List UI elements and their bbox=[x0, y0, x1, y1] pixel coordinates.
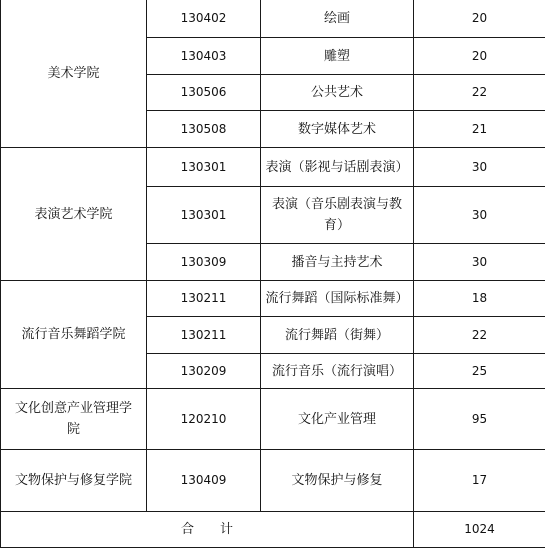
major-name-cell: 文物保护与修复 bbox=[261, 450, 414, 512]
college-cell: 文化创意产业管理学院 bbox=[1, 389, 147, 450]
enrollment-count-cell: 20 bbox=[414, 0, 545, 38]
enrollment-count-cell: 95 bbox=[414, 389, 545, 450]
major-code-cell: 130211 bbox=[147, 281, 261, 317]
major-name-cell: 绘画 bbox=[261, 0, 414, 38]
major-name-cell: 公共艺术 bbox=[261, 75, 414, 111]
total-value: 1024 bbox=[414, 512, 545, 548]
major-code-cell: 130403 bbox=[147, 38, 261, 75]
major-name-cell: 播音与主持艺术 bbox=[261, 244, 414, 281]
total-row bbox=[1, 512, 545, 548]
major-code-cell: 130508 bbox=[147, 111, 261, 148]
enrollment-count-cell: 18 bbox=[414, 281, 545, 317]
college-cell: 表演艺术学院 bbox=[1, 148, 147, 281]
major-name-cell: 表演（音乐剧表演与教育） bbox=[261, 187, 414, 244]
enrollment-count-cell: 17 bbox=[414, 450, 545, 512]
major-name-cell: 文化产业管理 bbox=[261, 389, 414, 450]
major-name-cell: 数字媒体艺术 bbox=[261, 111, 414, 148]
enrollment-count-cell: 22 bbox=[414, 75, 545, 111]
major-code-cell: 120210 bbox=[147, 389, 261, 450]
major-name-cell: 流行音乐（流行演唱） bbox=[261, 354, 414, 389]
table-row bbox=[1, 281, 545, 317]
major-name-cell: 表演（影视与话剧表演） bbox=[261, 148, 414, 187]
major-code-cell: 130301 bbox=[147, 187, 261, 244]
major-name-cell: 流行舞蹈（国际标准舞） bbox=[261, 281, 414, 317]
table-row bbox=[1, 389, 545, 450]
major-code-cell: 130209 bbox=[147, 354, 261, 389]
major-code-cell: 130506 bbox=[147, 75, 261, 111]
college-cell: 文物保护与修复学院 bbox=[1, 450, 147, 512]
major-code-cell: 130409 bbox=[147, 450, 261, 512]
college-cell: 美术学院 bbox=[1, 0, 147, 148]
table-row bbox=[1, 450, 545, 512]
enrollment-count-cell: 25 bbox=[414, 354, 545, 389]
enrollment-count-cell: 21 bbox=[414, 111, 545, 148]
college-cell: 流行音乐舞蹈学院 bbox=[1, 281, 147, 389]
enrollment-count-cell: 30 bbox=[414, 187, 545, 244]
total-label: 合计 bbox=[1, 512, 414, 548]
major-name-cell: 流行舞蹈（街舞） bbox=[261, 317, 414, 354]
major-code-cell: 130309 bbox=[147, 244, 261, 281]
major-name-cell: 雕塑 bbox=[261, 38, 414, 75]
major-code-cell: 130301 bbox=[147, 148, 261, 187]
table-row bbox=[1, 0, 545, 38]
major-code-cell: 130211 bbox=[147, 317, 261, 354]
enrollment-count-cell: 20 bbox=[414, 38, 545, 75]
enrollment-count-cell: 30 bbox=[414, 244, 545, 281]
enrollment-count-cell: 30 bbox=[414, 148, 545, 187]
major-code-cell: 130402 bbox=[147, 0, 261, 38]
table-row bbox=[1, 148, 545, 187]
enrollment-count-cell: 22 bbox=[414, 317, 545, 354]
